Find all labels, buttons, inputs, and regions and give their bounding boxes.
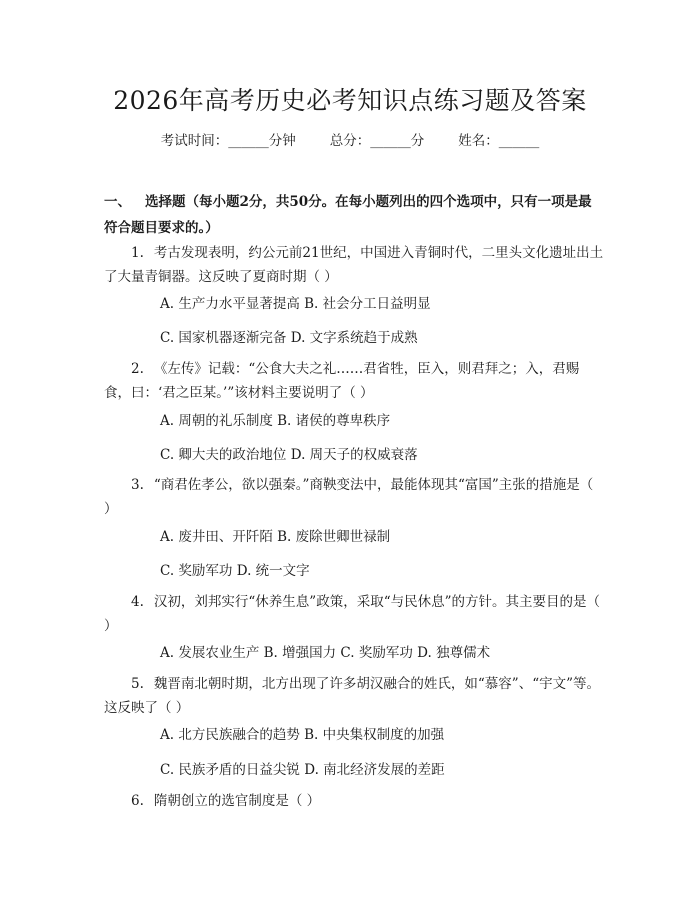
exam-meta: [0, 131, 700, 151]
question-text: 《左传》记载：“公食大夫之礼……君省牲，臣入，则君拜之；入，君赐食，曰：‘君之臣某。’”该材料主要说明了（ ）: [104, 361, 580, 401]
question-options: C. 奖励军功 D. 统一文字: [160, 563, 310, 579]
question-number: 1.: [131, 245, 144, 261]
question-text: 汉初，刘邦实行“休养生息”政策，采取“与民休息”的方针。其主要目的是（ ）: [104, 594, 600, 634]
question-stem: [104, 241, 604, 289]
question-text: 魏晋南北朝时期，北方出现了许多胡汉融合的姓氏，如“慕容”、“宇文”等。这反映了（ ）: [104, 676, 600, 716]
question-options: A. 发展农业生产 B. 增强国力 C. 奖励军功 D. 独尊儒术: [160, 645, 491, 661]
question-stem: [104, 357, 604, 405]
question-text: “商君佐孝公，欲以强秦。”商鞅变法中，最能体现其“富国”主张的措施是（ ）: [104, 477, 594, 517]
question-options: A. 北方民族融合的趋势 B. 中央集权制度的加强: [160, 727, 445, 743]
total-score-field: 总分：______分: [329, 133, 425, 149]
question-options: C. 民族矛盾的日益尖锐 D. 南北经济发展的差距: [160, 762, 445, 778]
page-title: 2026年高考历史必考知识点练习题及答案: [113, 86, 587, 115]
question-number: 4.: [131, 594, 144, 610]
question-text: 隋朝创立的选官制度是（ ）: [153, 793, 321, 809]
question-options: C. 国家机器逐渐完备 D. 文字系统趋于成熟: [160, 330, 418, 346]
question-stem: [104, 672, 604, 720]
exam-time-field: 考试时间：______分钟: [160, 133, 296, 149]
question-number: 2.: [131, 361, 144, 377]
question-options: A. 废井田、开阡陌 B. 废除世卿世禄制: [160, 529, 391, 545]
question-number: 6.: [131, 793, 144, 809]
question-options: C. 卿大夫的政治地位 D. 周天子的权威衰落: [160, 447, 418, 463]
question-options: A. 周朝的礼乐制度 B. 诸侯的尊卑秩序: [160, 413, 391, 429]
question-options: A. 生产力水平显著提高 B. 社会分工日益明显: [160, 296, 431, 312]
section-instructions: 选择题（每小题2分，共50分。在每小题列出的四个选项中，只有一项是最符合题目要求的。）: [104, 194, 592, 236]
section-number: 一、: [104, 194, 131, 210]
question-stem: [104, 789, 604, 813]
question-number: 5.: [131, 676, 144, 692]
question-text: 考古发现表明，约公元前21世纪，中国进入青铜时代，二里头文化遗址出土了大量青铜器。这反映了夏商时期（ ）: [104, 245, 604, 285]
question-stem: [104, 473, 604, 521]
question-number: 3.: [131, 477, 144, 493]
student-name-field: 姓名：______: [458, 133, 540, 149]
section-heading: [104, 189, 604, 241]
question-stem: [104, 590, 604, 638]
